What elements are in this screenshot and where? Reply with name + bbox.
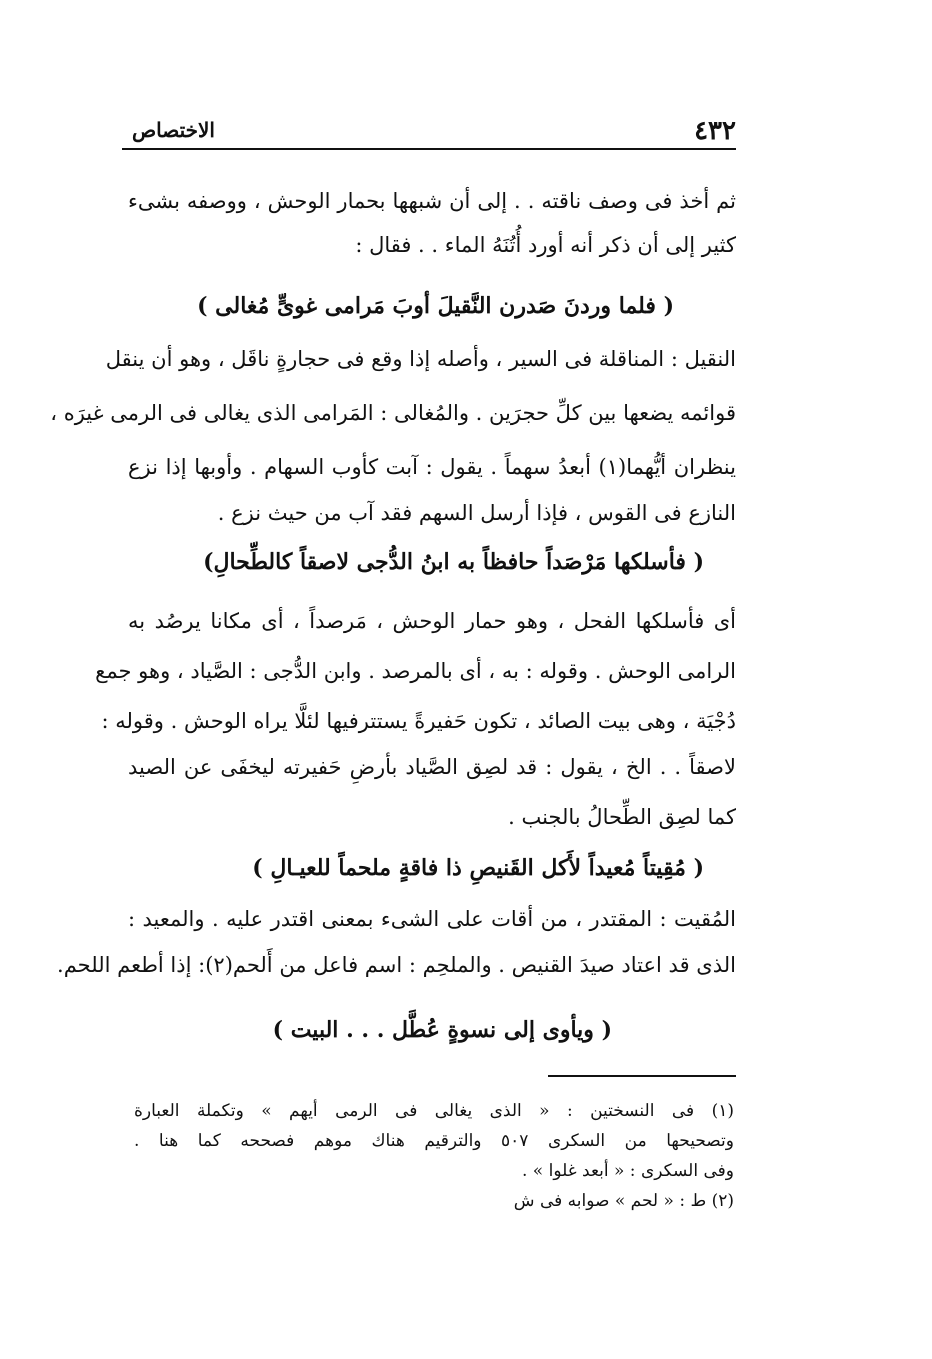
footnote-line: وتصحيحها من السكرى ٥٠٧ والترقيم هناك موهم فصححه كما هنا . bbox=[134, 1131, 734, 1151]
text-line: كثير إلى أن ذكر أنه أورد أُتُنَهُ الماء . . فقال : bbox=[355, 233, 736, 257]
text-line: ينظران أيُّهما(١) أبعدُ سهماً . يقول : آبت كأوب السهام . وأوبها إذا نزع bbox=[128, 455, 736, 479]
verse-line: ( فأسلكها مَرْصَداً حافظاً به ابنُ الدُّجى لاصقاً كالطِّحالِ) bbox=[203, 549, 704, 575]
text-line: الرامى الوحش . وقوله : به ، أى بالمرصد . وابن الدُّجى : الصَّياد ، وهو جمع bbox=[95, 659, 736, 683]
text-line: النقيل : المناقلة فى السير ، وأصله إذا وقع فى حجارةٍ ناقَل ، وهو أن ينقل bbox=[105, 347, 736, 371]
footnote-separator bbox=[548, 1075, 736, 1077]
text-line: ثم أخذ فى وصف ناقته . . إلى أن شبهها بحمار الوحش ، ووصفه بشىء bbox=[128, 189, 736, 213]
footnote-line: (٢) ط : « لحم » صوابه فى ش bbox=[513, 1191, 734, 1211]
text-line: الذى قد اعتاد صيدَ القنيص . والملحِم : اسم فاعل من أَلحم(٢): إذا أطعم اللحم. bbox=[57, 953, 736, 977]
verse-line: ( ويأوى إلى نسوةٍ عُطَّل . . . البيت ) bbox=[272, 1017, 612, 1043]
text-line: المُقيت : المقتدر ، من أقات على الشىء بمعنى اقتدر عليه . والمعيد : bbox=[128, 907, 736, 931]
text-line: أى فأسلكها الفحل ، وهو حمار الوحش ، مَرصداً ، أى مكانا يرصُد به bbox=[128, 609, 736, 633]
text-line: دُجْيَة ، وهى بيت الصائد ، تكون حَفيرةً يستترفيها لئلَّا يراه الوحش . وقوله : bbox=[101, 709, 736, 733]
page-header bbox=[122, 112, 736, 150]
verse-line: ( فلما وردنَ صَدرن النَّقيلَ أوبَ مَرامى غوىٍّ مُغالى ) bbox=[197, 293, 674, 319]
footnote-line: وفى السكرى : « أبعد غلوا » . bbox=[521, 1161, 734, 1181]
verse-line: ( مُقِيتاً مُعيداً لأَكل القَنيصِ ذا فاقةٍ ملحماً للعيـالِ ) bbox=[252, 855, 704, 881]
footnote-line: (١) فى النسختين : « الذى يغالى فى الرمى أيهم » وتكملة العبارة bbox=[134, 1101, 734, 1121]
page-number: ٤٣٢ bbox=[694, 116, 736, 146]
text-line: كما لصِق الطِّحالُ بالجنب . bbox=[508, 805, 736, 829]
text-line: النازع فى القوس ، فإذا أرسل السهم فقد آب من حيث نزع . bbox=[217, 501, 736, 525]
text-line: قوائمه يضعها بين كلِّ حجرَين . والمُغالى : المَرامى الذى يغالى فى الرمى غيرَه ، bbox=[50, 401, 736, 425]
text-line: لاصقاً . . الخ ، يقول : قد لصِق الصَّياد بأرضِ حَفيرته ليخفَى عن الصيد bbox=[128, 755, 736, 779]
running-title: الاختصاص bbox=[132, 118, 215, 142]
